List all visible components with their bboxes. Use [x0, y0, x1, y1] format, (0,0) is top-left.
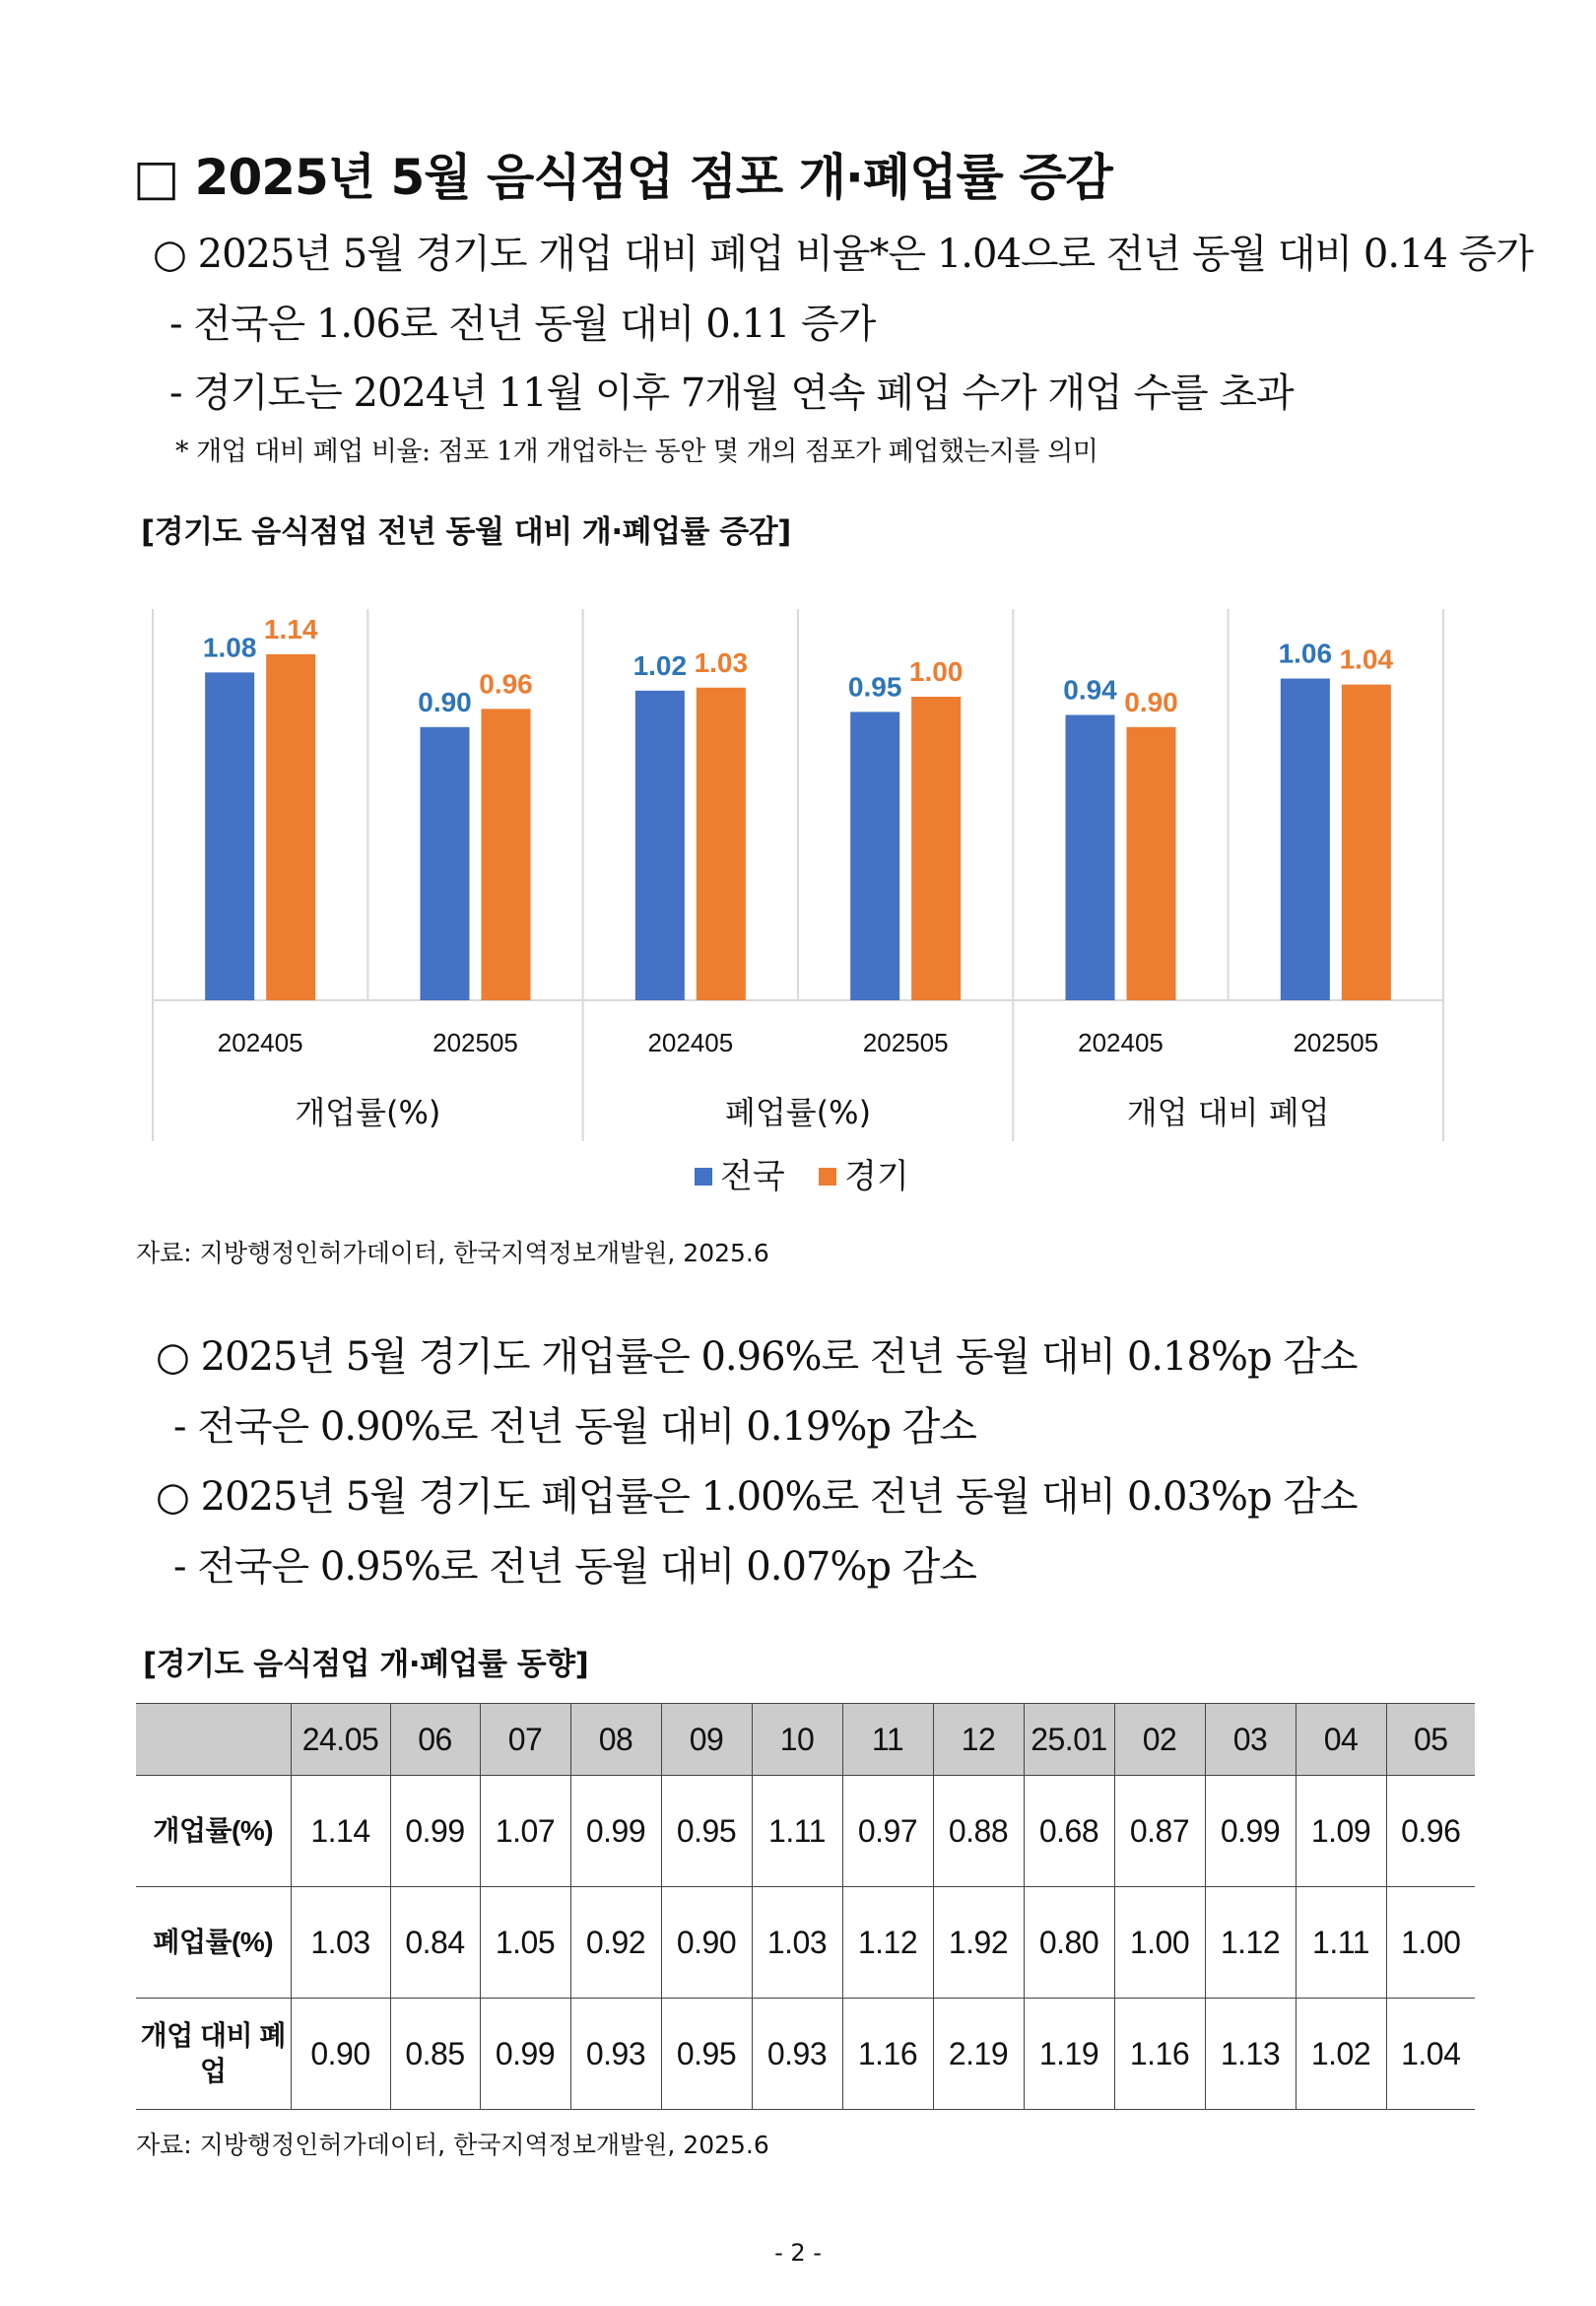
bar-value-label: 0.96 [479, 668, 533, 700]
bar-gyeonggi [1127, 727, 1176, 1000]
category-tick-label: 202505 [432, 1028, 518, 1057]
footnote: * 개업 대비 폐업 비율: 점포 1개 개업하는 동안 몇 개의 점포가 폐업했는지를 의미 [175, 437, 1098, 467]
table-header-row [136, 1704, 1475, 1776]
table-row [136, 1776, 1475, 1887]
table-header-cell: 12 [933, 1704, 1024, 1776]
row-label-closing-vs-opening: 개업 대비 폐업 [136, 1999, 291, 2110]
category-tick-label: 202505 [1293, 1028, 1379, 1057]
paragraph-consecutive-months: - 경기도는 2024년 11월 이후 7개월 연속 폐업 수가 개업 수를 초과 [169, 371, 1294, 416]
table-header-cell: 03 [1205, 1704, 1296, 1776]
table-cell: 1.11 [1296, 1887, 1386, 1999]
table-cell: 0.87 [1114, 1776, 1205, 1887]
table-cell: 1.12 [842, 1887, 933, 1999]
bar-chart [148, 591, 1448, 1222]
table-cell: 0.85 [390, 1999, 480, 2110]
table-cell: 0.68 [1024, 1776, 1114, 1887]
table-cell: 0.95 [661, 1776, 752, 1887]
table-cell: 1.02 [1296, 1999, 1386, 2110]
table-header-cell: 06 [390, 1704, 480, 1776]
category-tick-label: 202405 [647, 1028, 734, 1057]
table-cell: 0.92 [570, 1887, 661, 1999]
source-note-table: 자료: 지방행정인허가데이터, 한국지역정보개발원, 2025.6 [136, 2131, 769, 2159]
bar-national [205, 672, 254, 1000]
table-cell: 0.88 [933, 1776, 1024, 1887]
bar-value-label: 1.04 [1339, 644, 1394, 675]
table-cell: 1.05 [480, 1887, 570, 1999]
table-cell: 0.99 [1205, 1776, 1296, 1887]
bar-gyeonggi [266, 654, 315, 1000]
table-cell: 0.96 [1386, 1776, 1475, 1887]
bar-value-label: 1.03 [694, 646, 749, 678]
bar-gyeonggi [697, 688, 746, 1000]
chart-caption: [경기도 음식점업 전년 동월 대비 개·폐업률 증감] [141, 514, 791, 550]
bar-value-label: 0.94 [1063, 674, 1117, 706]
paragraph-closing-rate: ○ 2025년 5월 경기도 폐업률은 1.00%로 전년 동월 대비 0.03%p 감소 [156, 1474, 1358, 1520]
bar-national [635, 691, 685, 1000]
table-row [136, 1999, 1475, 2110]
table-corner-cell [136, 1704, 291, 1776]
table-header-cell: 25.01 [1024, 1704, 1114, 1776]
table-cell: 1.09 [1296, 1776, 1386, 1887]
table-cell: 0.95 [661, 1999, 752, 2110]
legend-swatch [819, 1168, 836, 1186]
table-cell: 0.80 [1024, 1887, 1114, 1999]
table-header-cell: 11 [842, 1704, 933, 1776]
bar-national [421, 727, 470, 1000]
table-cell: 1.92 [933, 1887, 1024, 1999]
table-cell: 0.99 [570, 1776, 661, 1887]
table-header-cell: 02 [1114, 1704, 1205, 1776]
table-cell: 1.13 [1205, 1999, 1296, 2110]
table-header-cell: 08 [570, 1704, 661, 1776]
bar-value-label: 1.06 [1278, 638, 1333, 669]
table-cell: 0.99 [480, 1999, 570, 2110]
bar-gyeonggi [1342, 685, 1391, 1000]
table-cell: 0.93 [752, 1999, 842, 2110]
table-cell: 1.07 [480, 1776, 570, 1887]
paragraph-national-ratio: - 전국은 1.06로 전년 동월 대비 0.11 증가 [169, 302, 876, 347]
table-cell: 1.12 [1205, 1887, 1296, 1999]
legend-label: 전국 [720, 1157, 785, 1196]
table-cell: 2.19 [933, 1999, 1024, 2110]
paragraph-national-closing: - 전국은 0.95%로 전년 동월 대비 0.07%p 감소 [173, 1544, 976, 1590]
section-title: □ 2025년 5월 음식점업 점포 개·폐업률 증감 [133, 149, 1112, 206]
paragraph-national-opening: - 전국은 0.90%로 전년 동월 대비 0.19%p 감소 [173, 1404, 976, 1450]
trend-table [136, 1703, 1475, 2110]
table-cell: 1.03 [291, 1887, 390, 1999]
legend-label: 경기 [844, 1157, 909, 1196]
table-cell: 0.90 [661, 1887, 752, 1999]
table-cell: 1.19 [1024, 1999, 1114, 2110]
table-caption: [경기도 음식점업 개·폐업률 동향] [143, 1647, 589, 1682]
bar-value-label: 1.02 [632, 649, 688, 681]
table-cell: 0.90 [291, 1999, 390, 2110]
table-cell: 1.11 [752, 1776, 842, 1887]
table-cell: 1.16 [1114, 1999, 1205, 2110]
table-cell: 0.84 [390, 1887, 480, 1999]
bar-national [1281, 679, 1330, 1000]
bar-value-label: 1.14 [263, 613, 318, 644]
table-header-cell: 09 [661, 1704, 752, 1776]
table-header-cell: 04 [1296, 1704, 1386, 1776]
chart-axis-labels [218, 1028, 1378, 1131]
paragraph-opening-rate: ○ 2025년 5월 경기도 개업률은 0.96%로 전년 동월 대비 0.18%p 감소 [156, 1334, 1358, 1380]
table-cell: 0.97 [842, 1776, 933, 1887]
category-tick-label: 202405 [217, 1028, 303, 1057]
bar-gyeonggi [911, 697, 961, 1000]
table-row [136, 1887, 1475, 1999]
table-cell: 1.04 [1386, 1999, 1475, 2110]
paragraph-closing-ratio: ○ 2025년 5월 경기도 개업 대비 폐업 비율*은 1.04으로 전년 동월 대비 0.14 증가 [153, 232, 1533, 277]
table-cell: 0.99 [390, 1776, 480, 1887]
source-note-chart: 자료: 지방행정인허가데이터, 한국지역정보개발원, 2025.6 [136, 1239, 769, 1267]
table-header-cell: 07 [480, 1704, 570, 1776]
row-label-closing-rate: 폐업률(%) [136, 1887, 291, 1999]
table-cell: 0.93 [570, 1999, 661, 2110]
table-cell: 1.03 [752, 1887, 842, 1999]
row-label-opening-rate: 개업률(%) [136, 1776, 291, 1887]
bar-national [1066, 714, 1115, 1000]
group-label: 개업률(%) [295, 1094, 441, 1131]
table-header-cell: 05 [1386, 1704, 1475, 1776]
chart-legend [695, 1157, 909, 1196]
category-tick-label: 202505 [862, 1028, 949, 1057]
page-number: - 2 - [774, 2239, 822, 2267]
group-label: 폐업률(%) [724, 1094, 872, 1131]
legend-swatch [695, 1168, 712, 1186]
bar-value-label: 0.90 [418, 686, 472, 717]
bar-gyeonggi [482, 709, 531, 1000]
bar-value-label: 0.90 [1124, 686, 1178, 717]
table-cell: 1.00 [1386, 1887, 1475, 1999]
chart-frame [153, 609, 1443, 1141]
table-cell: 1.14 [291, 1776, 390, 1887]
category-tick-label: 202405 [1078, 1028, 1164, 1057]
bar-national [850, 712, 899, 1000]
bar-value-label: 0.95 [847, 671, 902, 703]
bar-value-label: 1.08 [202, 632, 257, 663]
table-header-cell: 10 [752, 1704, 842, 1776]
table-header-cell: 24.05 [291, 1704, 390, 1776]
table-cell: 1.16 [842, 1999, 933, 2110]
table-cell: 1.00 [1114, 1887, 1205, 1999]
bar-value-label: 1.00 [908, 656, 964, 687]
group-label: 개업 대비 폐업 [1126, 1094, 1330, 1131]
